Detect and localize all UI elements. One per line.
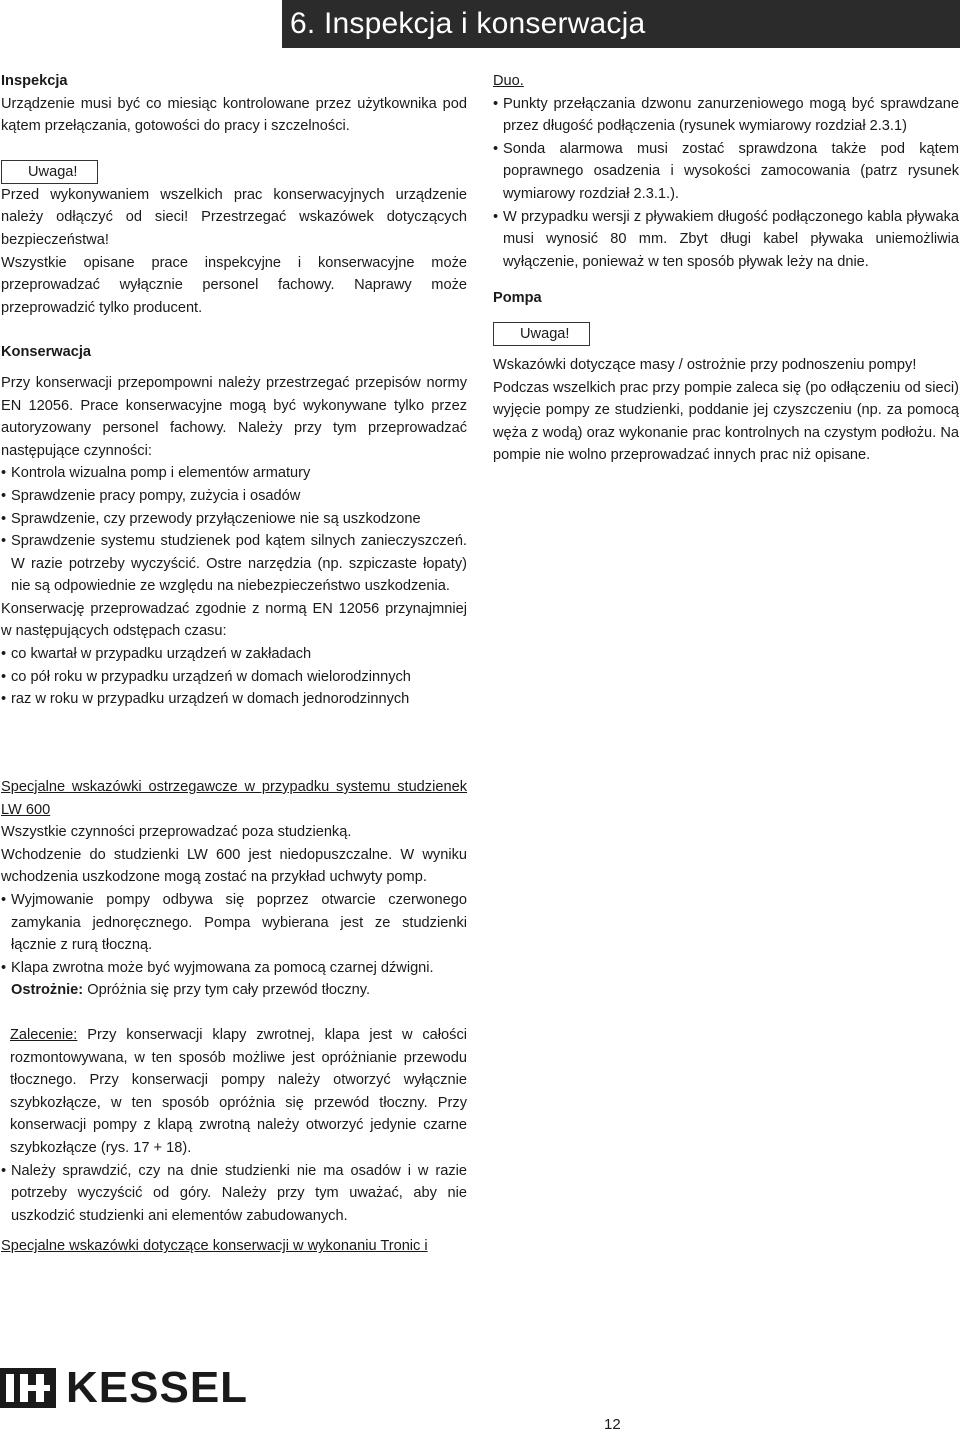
list-item: • Należy sprawdzić, czy na dnie studzienki nie ma osadów i w razie potrzeby wyczyścić od góry. Należy przy tym uważać, aby nie uszkodzić studzienki ani elementów zabudowanych. <box>1 1160 467 1228</box>
kessel-logo <box>0 1363 250 1412</box>
schedule-text: Konserwację przeprowadzać zgodnie z normą EN 12056 przynajmniej w następujących odstępach czasu: <box>1 600 467 640</box>
list-item: • Wyjmowanie pompy odbywa się poprzez otwarcie czerwonego zamykania jednoręcznego. Pompa wybierana jest ze studzienki łącznie z rurą tłoczną. <box>1 889 467 957</box>
left-column <box>1 70 467 711</box>
list-item: • Sprawdzenie, czy przewody przyłączeniowe nie są uszkodzone <box>1 508 467 531</box>
uwaga-box: Uwaga! <box>493 322 590 346</box>
task-list <box>1 462 467 598</box>
list-item: • Sprawdzenie systemu studzienek pod kątem silnych zanieczyszczeń. W razie potrzeby wyczyścić. Ostre narzędzia (np. szpiczaste łopaty) nie są odpowiednie ze względu na niebezpieczeństwo uszkodzenia. <box>1 530 467 598</box>
schedule-list <box>1 643 467 711</box>
ostroznie-text: Opróżnia się przy tym cały przewód tłoczny. <box>83 982 371 999</box>
uwaga-text-1: Przed wykonywaniem wszelkich prac konserwacyjnych urządzenie należy odłączyć od sieci! Przestrzegać wskazówek dotyczących bezpieczeństwa! <box>1 186 467 248</box>
kessel-logo-text: KESSEL <box>66 1363 249 1412</box>
zalecenie-label: Zalecenie: <box>10 1026 78 1043</box>
konserwacja-text: Przy konserwacji przepompowni należy przestrzegać przepisów normy EN 12056. Prace konserwacyjne mogą być wykonywane tylko przez autoryzowany personel fachowy. Należy przy tym przeprowadzać następujące czynności: <box>1 374 467 459</box>
list-item: • co pół roku w przypadku urządzeń w domach wielorodzinnych <box>1 666 467 689</box>
list-item: • raz w roku w przypadku urządzeń w domach jednorodzinnych <box>1 688 467 711</box>
lw600-text-1: Wszystkie czynności przeprowadzać poza studzienką. <box>1 824 352 841</box>
uwaga-box: Uwaga! <box>1 160 98 184</box>
pompa-text-1: Wskazówki dotyczące masy / ostrożnie przy podnoszeniu pompy! <box>493 356 917 373</box>
list-item: • W przypadku wersji z pływakiem długość podłączonego kabla pływaka musi wynosić 80 mm. Zbyt długi kabel pływaka uniemożliwia wyłączenie, ponieważ w ten sposób pływak leży na dnie. <box>493 206 959 274</box>
list-item <box>1 957 467 1002</box>
pompa-text-2: Podczas wszelkich prac przy pompie zaleca się (po odłączeniu od sieci) wyjęcie pompy ze studzienki, poddanie jej czyszczeniu (np. za pomocą węża z wodą) oraz wykonanie prac kontrolnych na czystym podłożu. Na pompie nie wolno przeprowadzać innych prac niż opisane. <box>493 379 959 464</box>
pompa-heading: Pompa <box>493 290 542 307</box>
lw600-text-2: Wchodzenie do studzienki LW 600 jest niedopuszczalne. W wyniku wchodzenia uszkodzone mogą zostać na przykład uchwyty pomp. <box>1 846 467 886</box>
lw600-heading: Specjalne wskazówki ostrzegawcze w przypadku systemu studzienek LW 600 <box>1 779 467 818</box>
page-title: 6. Inspekcja i konserwacja <box>290 7 646 40</box>
konserwacja-heading: Konserwacja <box>1 344 92 361</box>
page-number: 12 <box>604 1416 621 1433</box>
uwaga-text-2: Wszystkie opisane prace inspekcyjne i konserwacyjne może przeprowadzać wyłącznie personel fachowy. Naprawy może przeprowadzić tylko producent. <box>1 254 467 316</box>
zalecenie-text: Przy konserwacji klapy zwrotnej, klapa jest w całości rozmontowywana, w ten sposób możliwe jest opróżnianie przewodu tłocznego. Przy konserwacji pompy należy otworzyć wyłącznie szybkozłącze, w ten sposób opróżnia się przewód tłoczny. Przy konserwacji pompy z klapą zwrotną należy otworzyć jedynie czarne szybkozłącze (rys. 17 + 18). <box>10 1026 467 1156</box>
lw600-list <box>1 889 467 1002</box>
duo-heading: Duo. <box>493 73 524 89</box>
right-column <box>493 70 959 467</box>
zalecenie-paragraph <box>1 1024 467 1160</box>
list-item: • Sprawdzenie pracy pompy, zużycia i osadów <box>1 485 467 508</box>
inspekcja-text: Urządzenie musi być co miesiąc kontrolowane przez użytkownika pod kątem przełączania, gotowości do pracy i szczelności. <box>1 95 467 135</box>
list-item: • co kwartał w przypadku urządzeń w zakładach <box>1 643 467 666</box>
tronic-heading: Specjalne wskazówki dotyczące konserwacji w wykonaniu Tronic i <box>1 1238 428 1255</box>
list-item: • Punkty przełączania dzwonu zanurzeniowego mogą być sprawdzane przez długość podłączenia (rysunek wymiarowy rozdział 2.3.1) <box>493 93 959 138</box>
check-list <box>1 1160 467 1228</box>
lw600-section <box>1 776 467 1258</box>
lw600-bullet-2: Klapa zwrotna może być wyjmowana za pomocą czarnej dźwigni. <box>11 959 434 976</box>
duo-list <box>493 93 959 274</box>
list-item: • Sonda alarmowa musi zostać sprawdzona także pod kątem poprawnego osadzenia i wysokości zamocowania (patrz rysunek wymiarowy rozdział 2.3.1.). <box>493 138 959 206</box>
ostroznie-label: Ostrożnie: <box>11 982 84 999</box>
list-item: • Kontrola wizualna pomp i elementów armatury <box>1 462 467 485</box>
kessel-logo-icon <box>0 1368 56 1408</box>
inspekcja-heading: Inspekcja <box>1 73 68 89</box>
